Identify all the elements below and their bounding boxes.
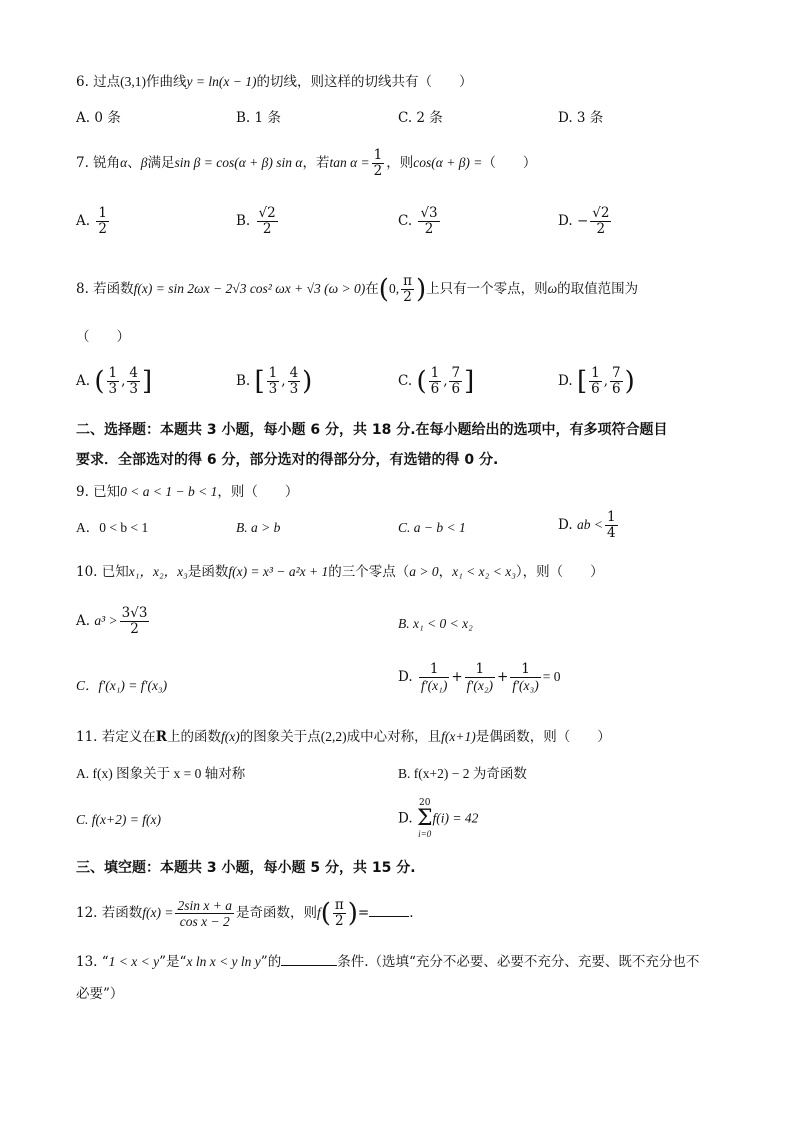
q6-option-c: C. 2 条 [398,110,443,126]
question-12-stem: 12. 若函数f(x) = $\frac{\text{2sin x + a}}{\text{cos x − 2}}$ 是奇函数，则f( $\frac{\pi}{2}$ )= . [76,897,414,929]
question-7-stem: 7. 锐角α、β满足sin β = cos(α + β) sin α，若tan α = $\frac{1}{2}$ ，则cos(α + β) =（ ） [76,147,537,179]
fraction: $\frac{1}{2}$ [98,205,107,237]
q7-option-c: C. $\frac{√3}{2}$ [398,205,438,237]
section-3-heading: 三、填空题：本题共 3 小题，每小题 5 分，共 15 分. [76,860,416,876]
fraction: $\frac{4}{3}$ [129,365,138,397]
q11-option-b: B. f(x+2) − 2 为奇函数 [398,766,527,781]
q6-option-d: D. 3 条 [558,110,604,126]
fraction: $\frac{1}{4}$ [606,509,616,541]
q10-option-d: D. $\frac{1}{\text{f′(x₁)}}$ + $\frac{1}{\text{f′(x₂)}}$ + $\frac{1}{\text{f′(x₃)}}$ = 0 [398,661,561,693]
answer-blank[interactable] [281,953,337,966]
fraction: $\frac{1}{\text{f′(x₃)}}$ [512,661,539,693]
q11-option-c: C. f(x+2) = f(x) [76,812,161,827]
question-8-paren: （ ） [76,329,130,345]
fraction: $\frac{7}{6}$ [611,365,621,397]
fraction: $\frac{1}{\text{f′(x₁)}}$ [420,661,448,693]
fraction: $\frac{1}{3}$ [268,365,278,397]
fraction: $\frac{1}{3}$ [108,365,118,397]
q10-option-a: A. a³ > $\frac{3√3}{2}$ [76,605,148,637]
answer-blank[interactable] [369,904,409,917]
q8-option-b: B. [ $\frac{1}{3}$ , $\frac{4}{3}$ ) [236,365,313,397]
fraction: $\frac{1}{6}$ [430,365,440,397]
question-13-cont: 必要”） [76,986,124,1002]
fraction: $\frac{1}{\text{f′(x₂)}}$ [466,661,494,693]
fraction: $\frac{1}{6}$ [591,365,600,397]
fraction: $\frac{\text{2sin x + a}}{\text{cos x − 2}}$ [177,898,232,929]
q9-option-a: A．0 < b < 1 [76,520,149,535]
fraction: $\frac{3√3}{2}$ [121,605,148,637]
q7-option-b: B. $\frac{√2}{2}$ [236,205,276,237]
q10-option-b: B. x₁ < 0 < x₂ [398,616,473,631]
q8-option-d: D. [ $\frac{1}{6}$ , $\frac{7}{6}$ ) [558,365,635,397]
question-9-stem: 9. 已知0 < a < 1 − b < 1，则（ ） [76,484,299,500]
section-2-heading-cont: 要求．全部选对的得 6 分，部分选对的得部分分，有选错的得 0 分. [76,452,499,468]
q7-option-d: D. − $\frac{√2}{2}$ [558,205,610,237]
q6-option-b: B. 1 条 [236,110,281,126]
q8-option-c: C. ( $\frac{1}{6}$ , $\frac{7}{6}$ ] [398,365,475,397]
q9-option-b: B. a > b [236,520,281,535]
fraction: $\frac{4}{3}$ [289,365,299,397]
fraction: $\frac{\pi}{2}$ [334,897,344,929]
q6-option-a: A. 0 条 [76,110,121,126]
q8-option-a: A. ( $\frac{1}{3}$ , $\frac{4}{3}$ ] [76,365,153,397]
fraction: $\frac{7}{6}$ [451,365,461,397]
q11-option-a: A. f(x) 图象关于 x = 0 轴对称 [76,766,246,781]
summation: 20 Σ i=0 [416,798,433,839]
question-6-stem: 6. 过点(3,1)作曲线y = ln(x − 1)的切线，则这样的切线共有（ ） [76,74,473,90]
q7-option-a: A. $\frac{1}{2}$ [76,205,107,237]
fraction: $\frac{√3}{2}$ [420,205,438,237]
q10-option-c: C．f′(x₁) = f′(x₃) [76,678,168,693]
question-8-stem: 8. 若函数f(x) = sin 2ωx − 2√3 cos² ωx + √3 (ω > 0)在(0, $\frac{\pi}{2}$ )上只有一个零点，则ω的取值范围为 [76,273,639,305]
fraction: $\frac{\pi}{2}$ [403,273,412,305]
section-2-heading: 二、选择题：本题共 3 小题，每小题 6 分，共 18 分.在每小题给出的选项中，有多项符合题目 [76,422,668,438]
q9-option-d: D. ab < $\frac{1}{4}$ [558,509,616,541]
q9-option-c: C. a − b < 1 [398,520,466,535]
fraction: $\frac{√2}{2}$ [258,205,276,237]
question-13-stem: 13. “1 < x < y”是“x ln x < y ln y”的 条件.（选填“充分不必要、必要不充分、充要、既不充分也不 [76,954,700,970]
question-11-stem: 11. 若定义在R上的函数f(x)的图象关于点(2,2)成中心对称，且f(x+1)是偶函数，则（ ） [76,729,611,745]
question-10-stem: 10. 已知x₁，x₂，x₃是函数f(x) = x³ − a²x + 1的三个零点（a > 0，x₁ < x₂ < x₃），则（ ） [76,564,604,580]
fraction: $\frac{√2}{2}$ [592,205,610,237]
fraction: $\frac{1}{2}$ [373,147,383,179]
q11-option-d: D. 20 Σ i=0 f(i) = 42 [398,798,479,839]
